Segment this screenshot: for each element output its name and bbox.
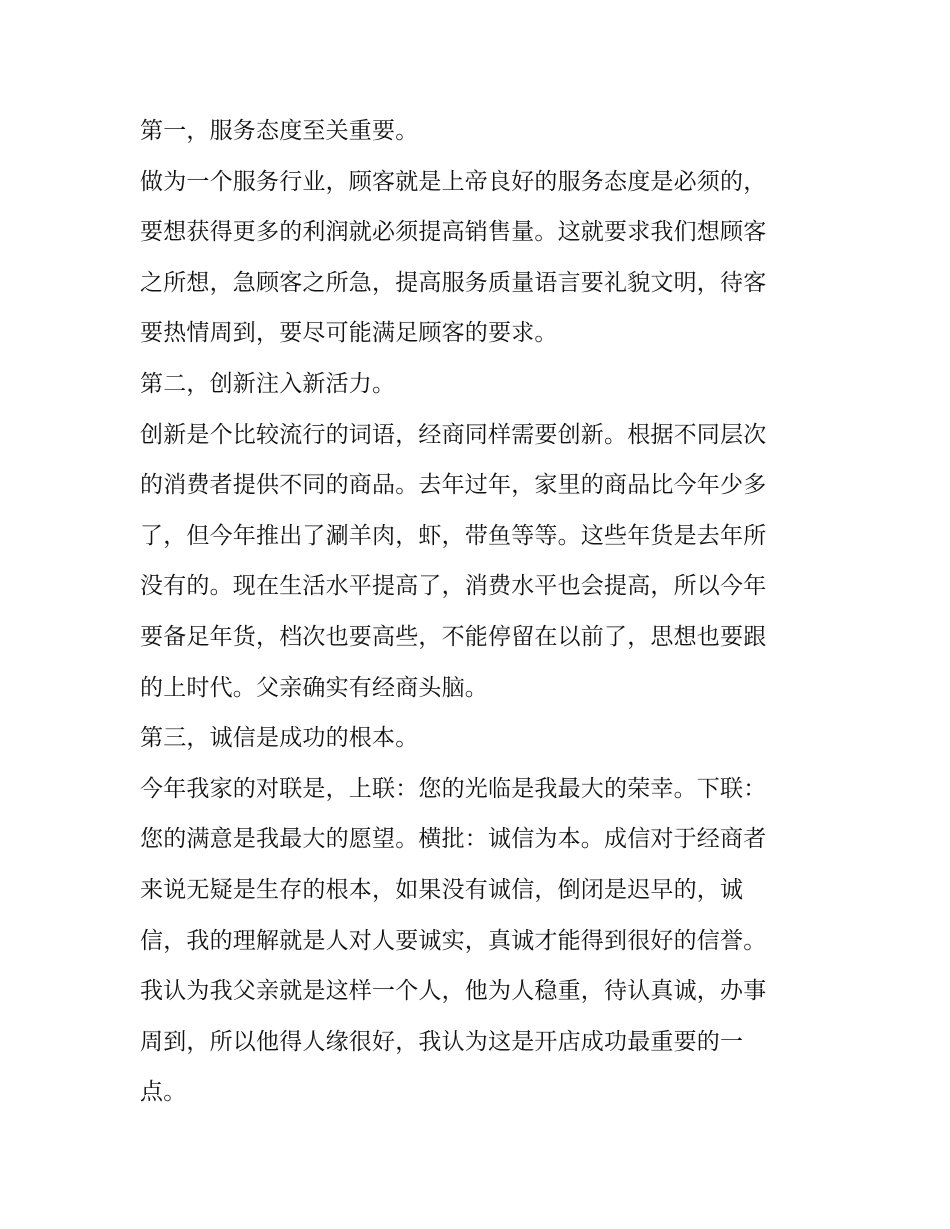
text-line: 创新是个比较流行的词语，经商同样需要创新。根据不同层次 [140,421,767,448]
text-line: 的消费者提供不同的商品。去年过年，家里的商品比今年少多 [140,472,767,499]
text-line: 来说无疑是生存的根本，如果没有诚信，倒闭是迟早的，诚 [140,876,744,903]
text-line: 我认为我父亲就是这样一个人，他为人稳重，待认真诚，办事 [140,978,767,1005]
text-line: 要备足年货，档次也要高些，不能停留在以前了，思想也要跟 [140,623,767,650]
heading-point-two: 第二，创新注入新活力。 [140,370,396,397]
text-line: 信，我的理解就是人对人要诚实，真诚才能得到很好的信誉。 [140,927,767,954]
text-line: 点。 [140,1079,187,1106]
text-line: 要热情周到，要尽可能满足顾客的要求。 [140,320,558,347]
heading-point-three: 第三，诚信是成功的根本。 [140,725,419,752]
text-line: 之所想，急顾客之所急，提高服务质量语言要礼貌文明，待客 [140,269,767,296]
text-line: 的上时代。父亲确实有经商头脑。 [140,674,488,701]
text-line: 做为一个服务行业，顾客就是上帝良好的服务态度是必须的， [140,168,767,195]
document-body [140,106,820,1118]
text-line: 您的满意是我最大的愿望。横批：诚信为本。成信对于经商者 [140,826,767,853]
text-line: 了，但今年推出了涮羊肉，虾，带鱼等等。这些年货是去年所 [140,522,767,549]
heading-point-one: 第一，服务态度至关重要。 [140,118,419,144]
text-line: 周到，所以他得人缘很好，我认为这是开店成功最重要的一 [140,1028,744,1055]
text-line: 没有的。现在生活水平提高了，消费水平也会提高，所以今年 [140,573,767,600]
text-line: 今年我家的对联是，上联：您的光临是我最大的荣幸。下联： [140,775,767,802]
text-line: 要想获得更多的利润就必须提高销售量。这就要求我们想顾客 [140,219,767,246]
